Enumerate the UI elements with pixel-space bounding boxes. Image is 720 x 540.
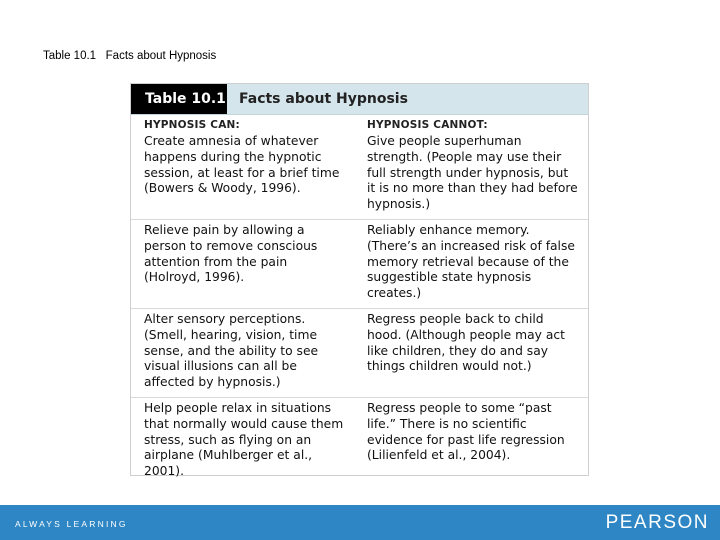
cell-can: Alter sensory perceptions. (Smell, hearing, vision, time sense, and the ability to see visual illusions can all be affected by hypnosis.) bbox=[144, 311, 319, 390]
table-row bbox=[131, 398, 588, 486]
table-row bbox=[131, 131, 588, 220]
slide-caption: Table 10.1 Facts about Hypnosis bbox=[43, 50, 217, 62]
table-title: Facts about Hypnosis bbox=[239, 91, 408, 107]
footer-tagline: ALWAYS LEARNING bbox=[15, 519, 128, 529]
cell-cannot: Give people superhuman strength. (People may use their full strength under hypnosis, but it is no more than they had before hypnosis.) bbox=[367, 134, 578, 212]
cell-cannot: Regress people back to child hood. (Although people may act like children, they do and say things children would not.) bbox=[367, 311, 565, 374]
table-header bbox=[131, 84, 588, 115]
col-heading-can: HYPNOSIS CAN: bbox=[144, 119, 240, 131]
table-number: Table 10.1 bbox=[131, 84, 227, 114]
column-headings bbox=[131, 115, 588, 131]
table-row bbox=[131, 309, 588, 398]
facts-table bbox=[130, 83, 589, 479]
footer-bar bbox=[0, 505, 720, 540]
pearson-logo: PEARSON bbox=[605, 512, 709, 533]
cell-cannot: Reliably enhance memory. (There’s an increased risk of false memory retrieval because of the suggestible state hypnosis creates.) bbox=[367, 222, 575, 301]
table-row bbox=[131, 220, 588, 309]
cell-can: Create amnesia of whatever happens during the hypnotic session, at least for a brief time (Bowers & Woody, 1996). bbox=[144, 134, 340, 196]
cell-cannot: Regress people to some “past life.” There is no scientific evidence for past life regression (Lilienfeld et al., 2004). bbox=[367, 400, 565, 463]
cell-can: Help people relax in situations that normally would cause them stress, such as flying on an airplane (Muhlberger et al., 2001). bbox=[144, 400, 344, 479]
cell-can: Relieve pain by allowing a person to remove conscious attention from the pain (Holroyd, 1996). bbox=[144, 222, 318, 285]
col-heading-cannot: HYPNOSIS CANNOT: bbox=[367, 119, 488, 131]
